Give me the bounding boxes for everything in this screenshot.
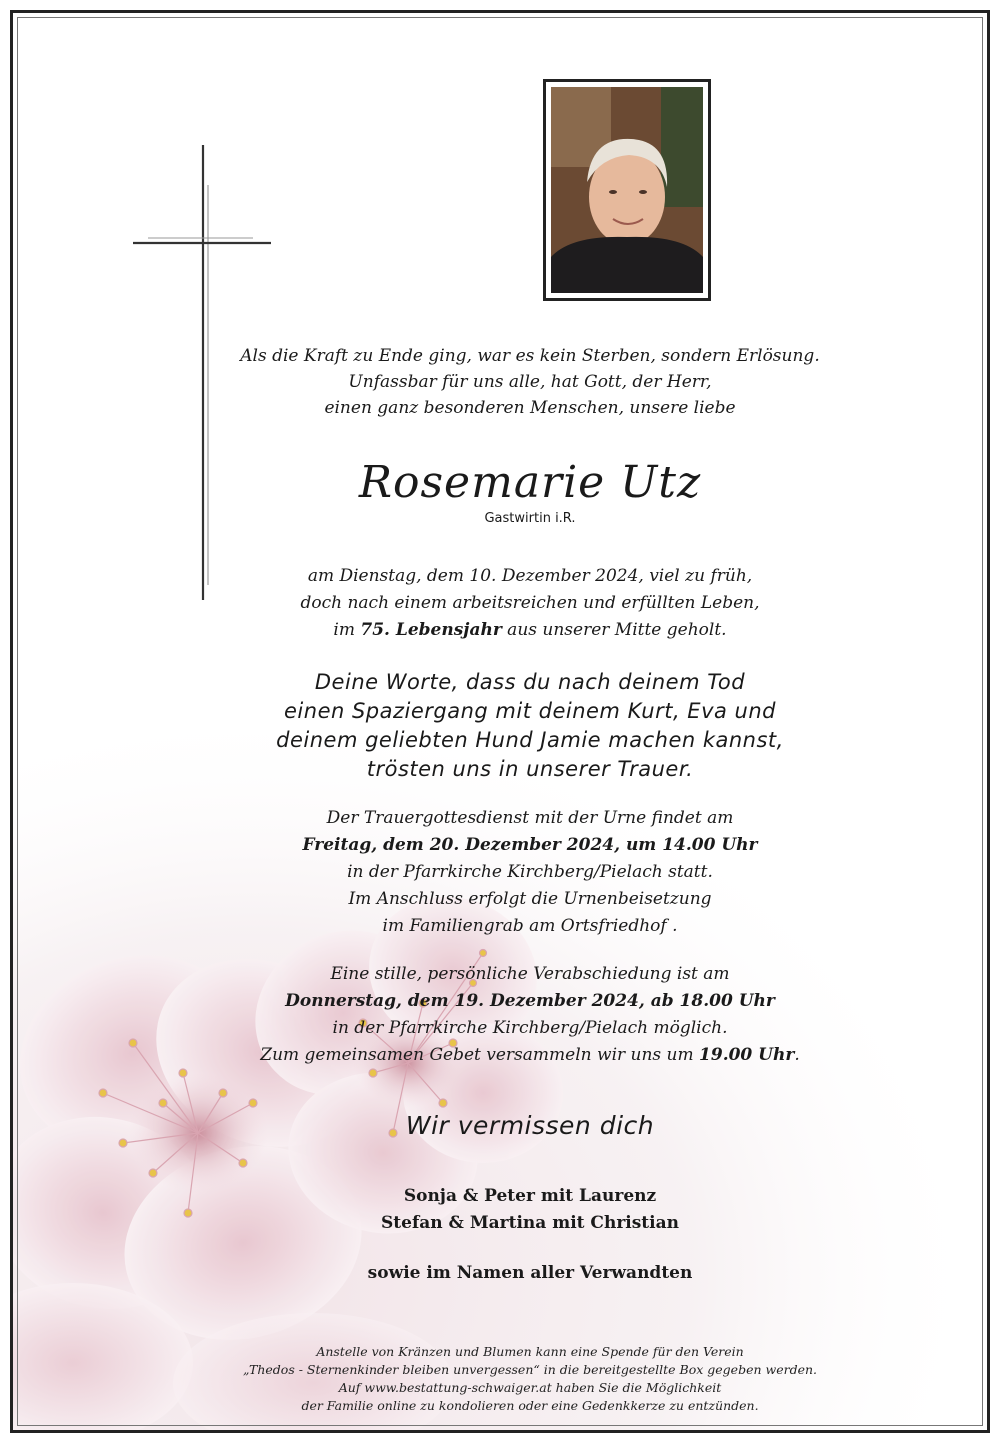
farewell-line-1: Eine stille, persönliche Verabschiedung ist am (330, 964, 730, 984)
death-line-2: doch nach einem arbeitsreichen und erfüllten Leben, (300, 593, 760, 613)
death-line-1: am Dienstag, dem 10. Dezember 2024, viel zu früh, (307, 566, 753, 586)
intro-text (130, 343, 930, 421)
deceased-title: Gastwirtin i.R. (484, 511, 576, 526)
poem-text (130, 668, 930, 784)
farewell-line-4: Zum gemeinsamen Gebet versammeln wir uns um 19.00 Uhr. (260, 1045, 800, 1065)
death-notice (130, 563, 930, 644)
service-line-1: Der Trauergottesdienst mit der Urne findet am (326, 808, 734, 828)
intro-line-1: Als die Kraft zu Ende ging, war es kein Sterben, sondern Erlösung. (240, 346, 820, 366)
service-line-3: in der Pfarrkirche Kirchberg/Pielach statt. (347, 862, 713, 882)
portrait-photo (543, 79, 711, 301)
footer-line-2: „Thedos - Sternenkinder bleiben unvergessen“ in die bereitgestellte Box gegeben werden. (242, 1362, 817, 1377)
funeral-service (130, 805, 930, 940)
footer-line-4: der Familie online zu kondolieren oder eine Gedenkkerze zu entzünden. (301, 1398, 759, 1413)
deceased-name: Rosemarie Utz (358, 457, 702, 508)
service-line-4: Im Anschluss erfolgt die Urnenbeisetzung (348, 889, 712, 909)
poem-line-3: deinem geliebten Hund Jamie machen kannst, (276, 728, 784, 752)
family-line-2: Stefan & Martina mit Christian (381, 1213, 679, 1233)
farewell-notice (130, 961, 930, 1069)
poem-line-1: Deine Worte, dass du nach deinem Tod (314, 670, 746, 694)
farewell-line-3: in der Pfarrkirche Kirchberg/Pielach möglich. (332, 1018, 728, 1038)
footer-line-3: Auf www.bestattung-schwaiger.at haben Sie die Möglichkeit (338, 1380, 722, 1395)
intro-line-2: Unfassbar für uns alle, hat Gott, der Herr, (348, 372, 712, 392)
poem-line-4: trösten uns in unserer Trauer. (366, 757, 694, 781)
intro-line-3: einen ganz besonderen Menschen, unsere liebe (324, 398, 736, 418)
donation-footer (130, 1343, 930, 1415)
relatives-line: sowie im Namen aller Verwandten (367, 1263, 693, 1283)
footer-line-1: Anstelle von Kränzen und Blumen kann eine Spende für den Verein (316, 1344, 744, 1359)
poem-line-2: einen Spaziergang mit deinem Kurt, Eva und (284, 699, 776, 723)
family-line-1: Sonja & Peter mit Laurenz (403, 1186, 657, 1206)
service-line-5: im Familiengrab am Ortsfriedhof . (382, 916, 678, 936)
death-line-3: im 75. Lebensjahr aus unserer Mitte geholt. (333, 620, 727, 640)
farewell-date: Donnerstag, dem 19. Dezember 2024, ab 18.00 Uhr (285, 991, 775, 1011)
family-names (130, 1183, 930, 1237)
obituary-frame (10, 10, 990, 1433)
service-date: Freitag, dem 20. Dezember 2024, um 14.00 Uhr (302, 835, 758, 855)
miss-you-heading: Wir vermissen dich (405, 1111, 655, 1140)
